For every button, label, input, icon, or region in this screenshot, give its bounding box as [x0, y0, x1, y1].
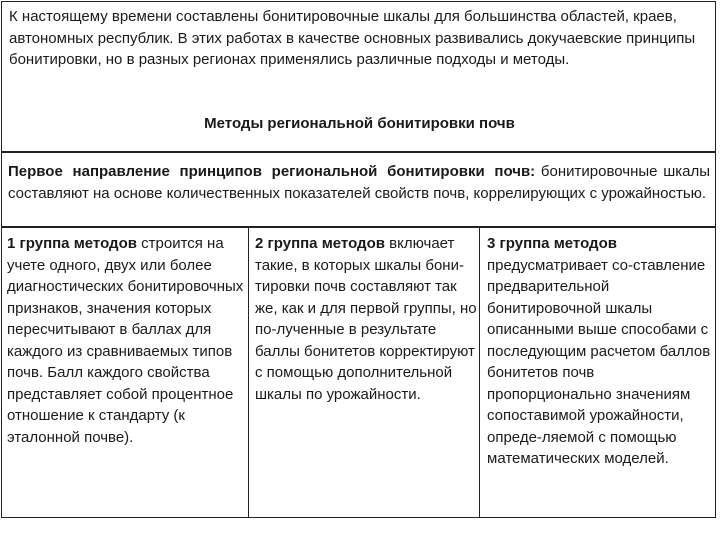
method-group-3-title: 3 группа методов — [487, 235, 617, 252]
first-direction-paragraph — [8, 161, 710, 204]
intro-paragraph: К настоящему времени составлены бонитировочные шкалы для большинства областей, краев, автономных республик. В этих работах в качестве основных развивались докучаевские принципы бонитировки, но в разных регионах применялись различные подходы и методы. — [9, 8, 696, 68]
method-group-2-paragraph — [255, 233, 479, 405]
method-group-3-paragraph — [487, 233, 715, 470]
first-direction-lead: Первое направление принципов региональной бонитировки почв: — [8, 163, 536, 180]
method-group-1-text: строится на учете одного, двух или более диагностических бонитировочных признаков, значения которых пересчитывают в баллах для каждого из сравниваемых типов почв. Балл каждого свойства представляет собой процентное отношение к стандарту (к эталонной почве). — [7, 235, 244, 446]
section-heading: Методы региональной бонитировки почв — [204, 115, 515, 132]
method-group-2-text: включает такие, в которых шкалы бони-тировки почв составляют так же, как и для первой группы, но по-лученные в результате баллы бонитетов корректируют с помощью дополнительной шкалы по урожайности. — [255, 235, 477, 403]
method-group-2-title: 2 группа методов — [255, 235, 385, 252]
method-group-3 — [480, 228, 715, 517]
first-direction-text: бонитировочные шкалы составляют на основе количественных показателей свойств почв, коррелирующих с урожайностью. — [8, 163, 711, 202]
method-group-1-paragraph — [7, 233, 248, 448]
intro-section — [1, 1, 716, 152]
method-group-2 — [249, 228, 480, 517]
method-group-1-title: 1 группа методов — [7, 235, 137, 252]
method-group-3-text: предусматривает со-ставление предварительной бонитировочной шкалы описанными выше способами с последующим расчетом баллов бонитетов почв пропорционально значениям сопоставимой урожайности, опреде-ляемой с помощью математических моделей. — [487, 256, 711, 467]
method-groups-table — [1, 227, 716, 518]
first-direction-box — [1, 152, 716, 227]
method-group-1 — [2, 228, 249, 517]
